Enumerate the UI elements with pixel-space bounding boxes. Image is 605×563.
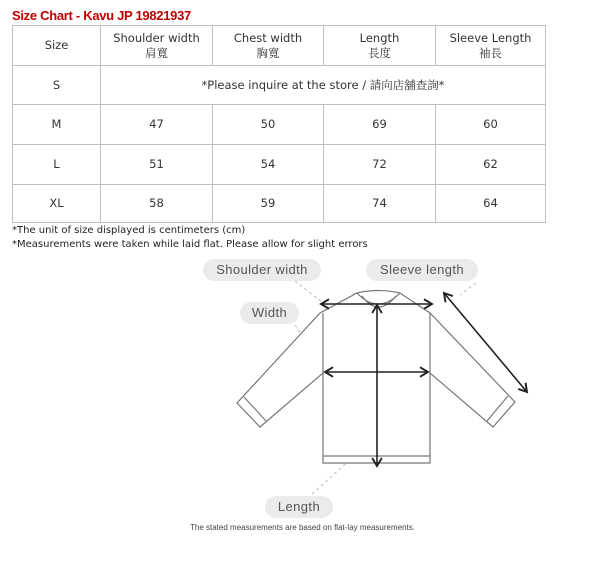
header-en: Sleeve Length (449, 30, 532, 45)
cell: 62 (436, 145, 546, 185)
cell: 72 (324, 145, 436, 185)
header-zh: 肩寬 (145, 45, 168, 60)
label-length: Length (265, 496, 333, 518)
header-en: Chest width (233, 30, 303, 45)
size-cell: XL (13, 185, 101, 223)
note-flat: *Measurements were taken while laid flat. Please allow for slight errors (12, 239, 368, 250)
header-zh: 袖長 (479, 45, 502, 60)
label-sleeve-length: Sleeve length (366, 259, 478, 281)
cell: 58 (101, 185, 213, 223)
footer-note: The stated measurements are based on flat-lay measurements. (190, 523, 415, 532)
cell: 60 (436, 105, 546, 145)
cell: 47 (101, 105, 213, 145)
cell: 50 (213, 105, 324, 145)
cell: 59 (213, 185, 324, 223)
header-en: Shoulder width (113, 30, 200, 45)
cell: 54 (213, 145, 324, 185)
cell: 64 (436, 185, 546, 223)
label-width: Width (240, 302, 299, 324)
page-title: Size Chart - Kavu JP 19821937 (12, 8, 191, 23)
header-zh: 長度 (368, 45, 391, 60)
cell: 51 (101, 145, 213, 185)
size-cell: M (13, 105, 101, 145)
header-size: Size (13, 26, 101, 66)
label-shoulder-width: Shoulder width (203, 259, 321, 281)
size-cell: L (13, 145, 101, 185)
cell: 74 (324, 185, 436, 223)
size-cell: S (13, 66, 101, 105)
note-unit: *The unit of size displayed is centimeters (cm) (12, 225, 246, 236)
inquire-cell: *Please inquire at the store / 請向店舖查詢* (101, 66, 546, 105)
header-en: Length (359, 30, 400, 45)
header-zh: 胸寬 (256, 45, 280, 60)
cell: 69 (324, 105, 436, 145)
